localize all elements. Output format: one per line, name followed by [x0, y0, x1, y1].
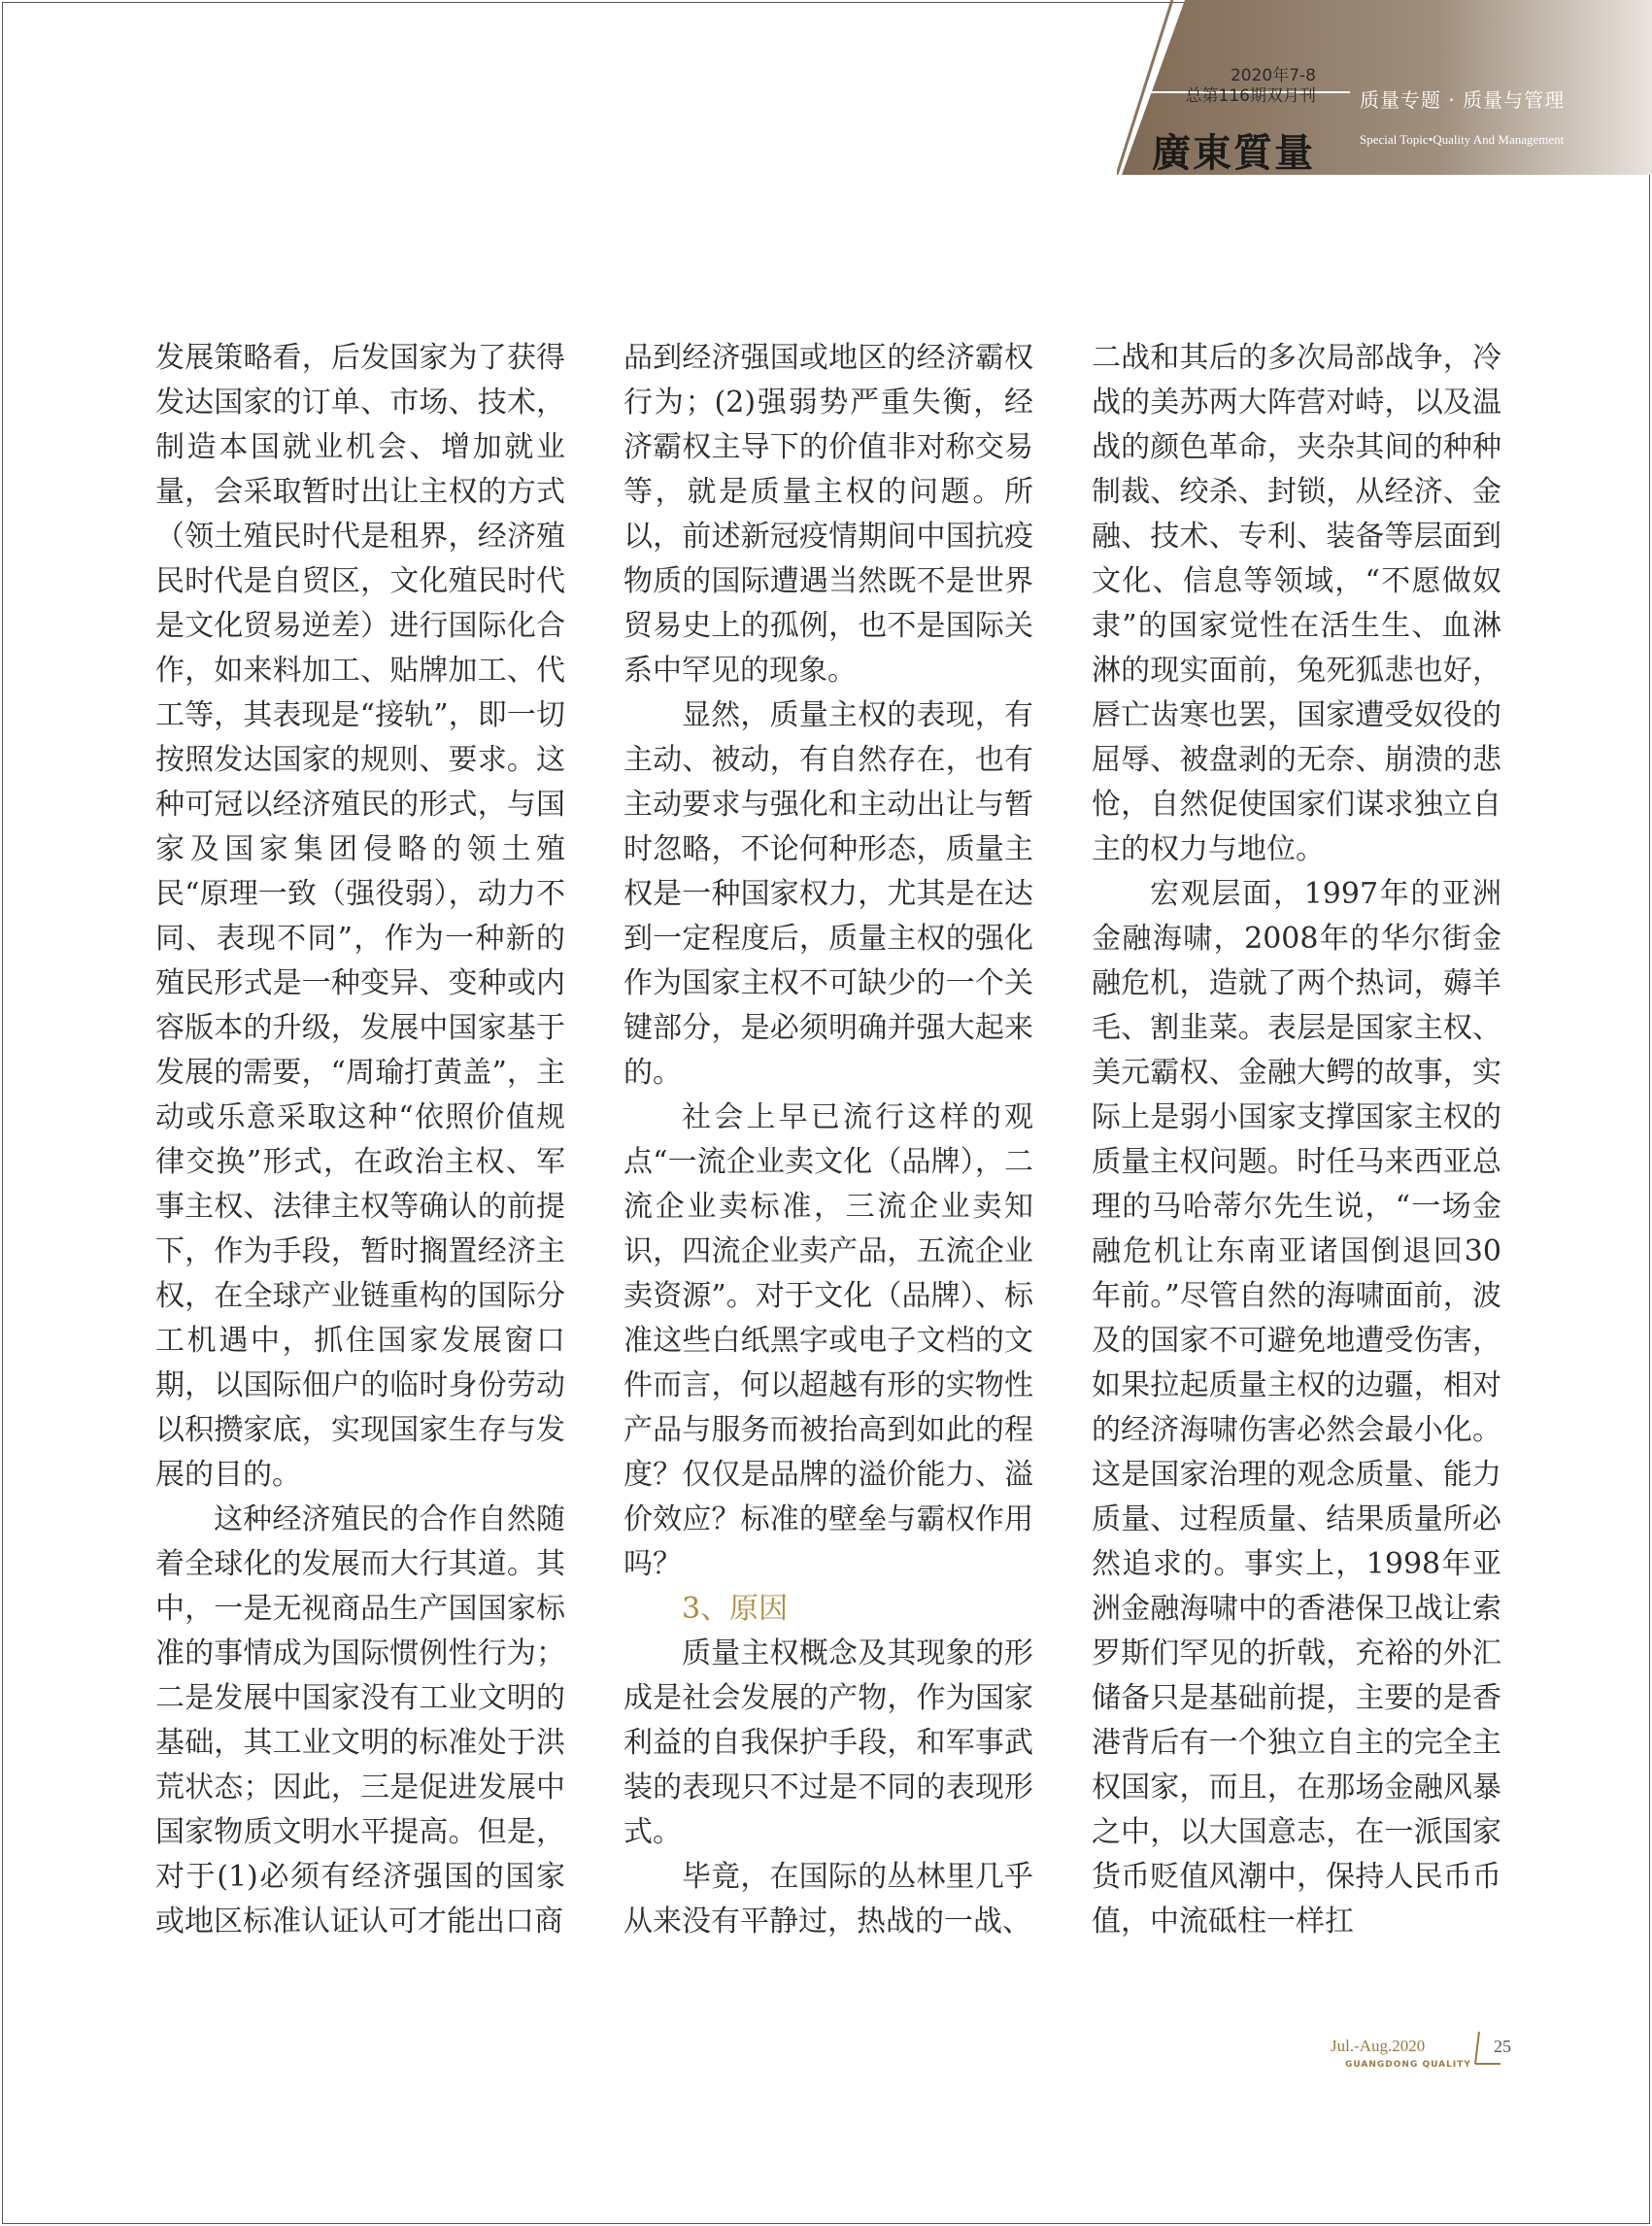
paragraph: 毕竟，在国际的丛林里几乎从来没有平静过，热战的一战、	[624, 1860, 1033, 1939]
header-topic: 质量专题 · 质量与管理	[1360, 88, 1566, 112]
header-date: 2020年7-8	[1230, 66, 1316, 85]
page-number: 25	[1494, 2037, 1511, 2056]
paragraph: 显然，质量主权的表现，有主动、被动，有自然存在，也有主动要求与强化和主动出让与暂时忽略，不论何种形态，质量主权是一种国家权力，尤其是在达到一定程度后，质量主权的强化作为国家主权不可缺少的一个关键部分，是必须明确并强大起来的。	[624, 698, 1033, 1090]
text-column-1	[155, 336, 565, 1944]
header-topic-en: Special Topic•Quality And Management	[1360, 132, 1565, 147]
text-column-2	[624, 336, 1033, 1944]
text-column-3	[1092, 336, 1501, 1944]
paragraph: 品到经济强国或地区的经济霸权行为；(2)强弱势严重失衡，经济霸权主导下的价值非对称交易等，就是质量主权的问题。所以，前述新冠疫情期间中国抗疫物质的国际遭遇当然既不是世界贸易史上的孤例，也不是国际关系中罕见的现象。	[624, 341, 1033, 688]
paragraph: 二战和其后的多次局部战争，冷战的美苏两大阵营对峙，以及温战的颜色革命，夹杂其间的种种制裁、绞杀、封锁，从经济、金融、技术、专利、装备等层面到文化、信息等领域，“不愿做奴隶”的国家觉性在活生生、血淋淋的现实面前，兔死狐悲也好，唇亡齿寒也罢，国家遭受奴役的屈辱、被盘剥的无奈、崩溃的悲怆，自然促使国家们谋求独立自主的权力与地位。	[1092, 341, 1501, 866]
paragraph: 这种经济殖民的合作自然随着全球化的发展而大行其道。其中，一是无视商品生产国国家标准的事情成为国际惯例性行为；二是发展中国家没有工业文明的基础，其工业文明的标准处于洪荒状态；因此，三是促进发展中国家物质文明水平提高。但是，对于(1)必须有经济强国的国家或地区标准认证认可才能出口商	[155, 1502, 565, 1939]
header-issue: 总第116期双月刊	[1185, 86, 1316, 106]
footer-date: Jul.-Aug.2020	[1331, 2037, 1426, 2055]
paragraph: 质量主权概念及其现象的形成是社会发展的产物，作为国家利益的自我保护手段，和军事武装的表现只不过是不同的表现形式。	[624, 1636, 1033, 1849]
paragraph: 宏观层面，1997年的亚洲金融海啸，2008年的华尔街金融危机，造就了两个热词，薅羊毛、割韭菜。表层是国家主权、美元霸权、金融大鳄的故事，实际上是弱小国家支撑国家主权的质量主权问题。时任马来西亚总理的马哈蒂尔先生说，“一场金融危机让东南亚诸国倒退回30年前。”尽管自然的海啸面前，波及的国家不可避免地遭受伤害，如果拉起质量主权的边疆，相对的经济海啸伤害必然会最小化。这是国家治理的观念质量、能力质量、过程质量、结果质量所必然追求的。事实上，1998年亚洲金融海啸中的香港保卫战让索罗斯们罕见的折戟，充裕的外汇储备只是基础前提，主要的是香港背后有一个独立自主的完全主权国家，而且，在那场金融风暴之中，以大国意志，在一派国家货币贬值风潮中，保持人民币币值，中流砥柱一样扛	[1092, 877, 1501, 1939]
magazine-logo: 廣東質量	[1152, 130, 1315, 176]
section-heading: 3、原因	[682, 1592, 789, 1626]
header-issue-info	[1146, 66, 1316, 107]
paragraph: 发展策略看，后发国家为了获得发达国家的订单、市场、技术，制造本国就业机会、增加就业量，会采取暂时出让主权的方式（领土殖民时代是租界，经济殖民时代是自贸区，文化殖民时代是文化贸易逆差）进行国际化合作，如来料加工、贴牌加工、代工等，其表现是“接轨”，即一切按照发达国家的规则、要求。这种可冠以经济殖民的形式，与国家及国家集团侵略的领土殖民“原理一致（强役弱），动力不同、表现不同”，作为一种新的殖民形式是一种变异、变种或内容版本的升级，发展中国家基于发展的需要，“周瑜打黄盖”，主动或乐意采取这种“依照价值规律交换”形式，在政治主权、军事主权、法律主权等确认的前提下，作为手段，暂时搁置经济主权，在全球产业链重构的国际分工机遇中，抓住国家发展窗口期，以国际佃户的临时身份劳动以积攒家底，实现国家生存与发展的目的。	[155, 341, 565, 1492]
paragraph: 社会上早已流行这样的观点“一流企业卖文化（品牌），二流企业卖标准，三流企业卖知识，四流企业卖产品，五流企业卖资源”。对于文化（品牌）、标准这些白纸黑字或电子文档的文件而言，何以超越有形的实物性产品与服务而被抬高到如此的程度？仅仅是品牌的溢价能力、溢价效应？标准的壁垒与霸权作用吗？	[624, 1100, 1033, 1581]
footer-magazine-name: GUANGDONG QUALITY	[1345, 2060, 1471, 2070]
